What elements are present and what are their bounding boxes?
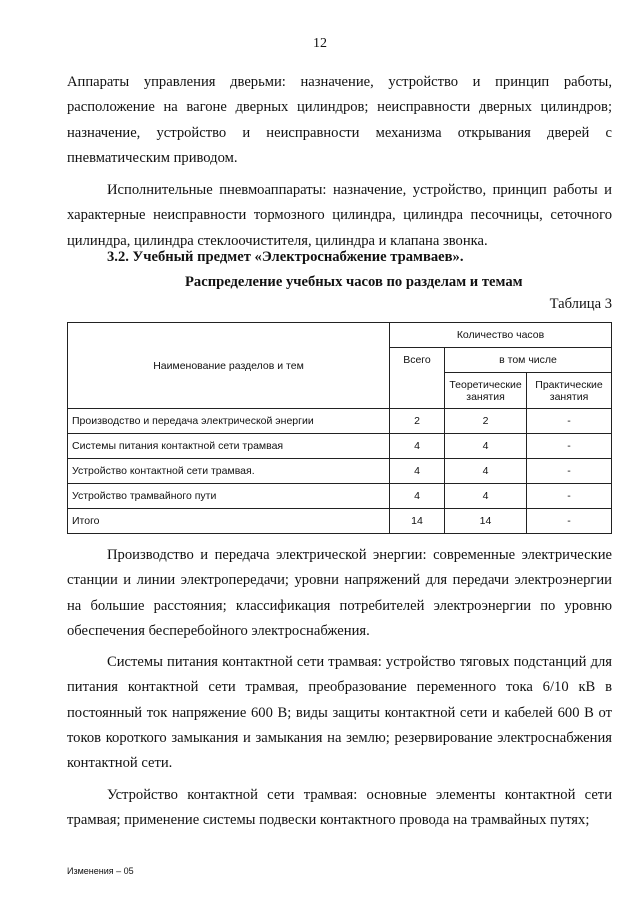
- table-row: [68, 484, 612, 509]
- row-practice: -: [527, 409, 612, 434]
- header-total: Всего: [390, 348, 445, 409]
- paragraph-power-supply: Системы питания контактной сети трамвая: устройство тяговых подстанций для питания контактной сети трамвая, преобразование переменного тока 6/10 кВ в постоянный ток напряжение 600 В; виды защиты контактной сети и кабелей 600 В от токов короткого замыкания и замыкания на землю; резервирование электроснабжения контактной сети.: [67, 654, 612, 772]
- table-row: [68, 409, 612, 434]
- row-total: 14: [390, 509, 445, 534]
- paragraph-power-generation: Производство и передача электрической энергии: современные электрические станции и линии электропередачи; уровни напряжений для передачи электроэнергии на большие расстояния; классификация потребителей электроэнергии по уровню обеспечения бесперебойного электроснабжения.: [67, 547, 612, 639]
- row-theory: 4: [445, 434, 527, 459]
- hours-table: [67, 322, 612, 534]
- header-name: Наименование разделов и тем: [68, 323, 390, 409]
- row-total: 4: [390, 484, 445, 509]
- row-theory: 2: [445, 409, 527, 434]
- row-name: Устройство контактной сети трамвая.: [68, 459, 390, 484]
- row-total: 4: [390, 434, 445, 459]
- paragraph-pneumatic-devices: Исполнительные пневмоаппараты: назначение, устройство, принцип работы и характерные неисправности тормозного цилиндра, цилиндра песочницы, сеточного цилиндра, цилиндра стеклоочистителя, цилиндра и клапана звонка.: [67, 182, 612, 249]
- header-theory: Теоретические занятия: [445, 373, 527, 409]
- row-practice: -: [527, 509, 612, 534]
- header-quantity: Количество часов: [390, 323, 612, 348]
- row-total: 2: [390, 409, 445, 434]
- row-practice: -: [527, 434, 612, 459]
- footer-revision: Изменения – 05: [67, 866, 134, 876]
- row-theory: 4: [445, 459, 527, 484]
- table-label: Таблица 3: [549, 296, 612, 312]
- table-row: [68, 459, 612, 484]
- page-number: 12: [313, 36, 327, 51]
- table-header-row: [68, 323, 612, 348]
- row-name: Производство и передача электрической энергии: [68, 409, 390, 434]
- header-practice: Практические занятия: [527, 373, 612, 409]
- table-row-total: [68, 509, 612, 534]
- row-theory: 4: [445, 484, 527, 509]
- row-name: Системы питания контактной сети трамвая: [68, 434, 390, 459]
- top-text-block: [67, 70, 612, 254]
- row-name: Итого: [68, 509, 390, 534]
- table-row: [68, 434, 612, 459]
- row-practice: -: [527, 459, 612, 484]
- row-total: 4: [390, 459, 445, 484]
- section-heading: 3.2. Учебный предмет «Электроснабжение трамваев».: [107, 249, 464, 265]
- row-name: Устройство трамвайного пути: [68, 484, 390, 509]
- paragraph-catenary: Устройство контактной сети трамвая: основные элементы контактной сети трамвая; применение системы подвески контактного провода на трамвайных путях;: [67, 786, 612, 828]
- bottom-text-block: [67, 543, 612, 833]
- header-including: в том числе: [445, 348, 612, 373]
- table-title: Распределение учебных часов по разделам и темам: [185, 274, 523, 290]
- row-practice: -: [527, 484, 612, 509]
- paragraph-door-control: Аппараты управления дверьми: назначение, устройство и принцип работы, расположение на вагоне дверных цилиндров; неисправности дверных цилиндров; назначение, устройство и неисправности механизма открывания дверей с пневматическим приводом.: [67, 74, 612, 166]
- row-theory: 14: [445, 509, 527, 534]
